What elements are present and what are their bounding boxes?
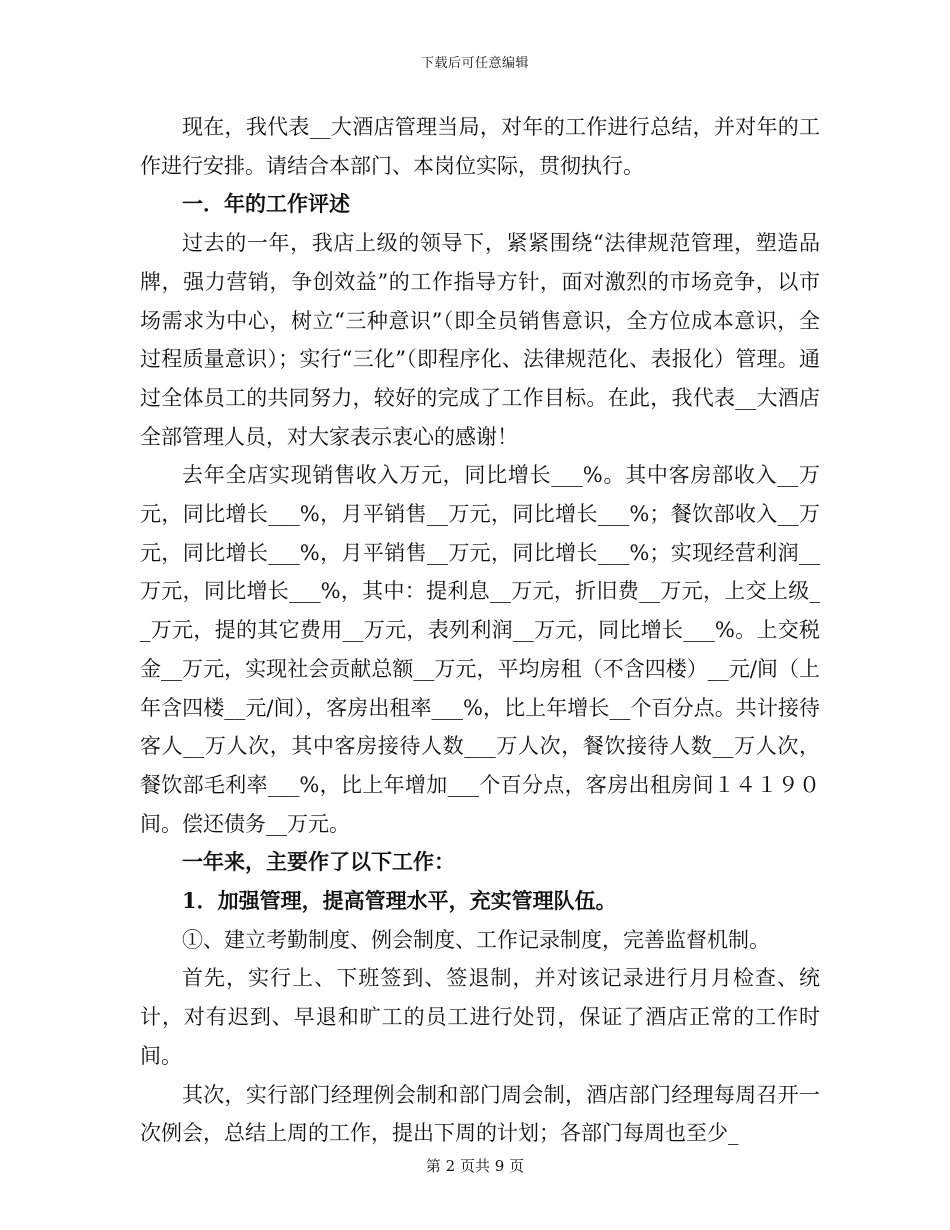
paragraph-system: ①、建立考勤制度、例会制度、工作记录制度，完善监督机制。	[182, 927, 770, 952]
paragraph-statistics: 去年全店实现销售收入万元，同比增长___%。其中客房部收入__万元，同比增长___%，月平销售__万元，同比增长___%；餐饮部收入__万元，同比增长___%，月平销售__万元，同比增长___%；实现经营利润__万元，同比增长___%，其中：提利息__万元，折旧费__万元，上交上级__万元，提的其它费用__万元，表列利润__万元，同比增长___%。上交税金__万元，实现社会贡献总额__万元，平均房租（不含四楼）__元/间（上年含四楼__元/间），客房出租率___%，比上年增长__个百分点。共计接待客人__万人次，其中客房接待人数___万人次，餐饮接待人数__万人次，餐饮部毛利率___%，比上年增加___个百分点，客房出租房间１４１９０间。偿还债务__万元。	[140, 463, 820, 836]
page-footer: 第 2 页共 9 页	[425, 1157, 525, 1175]
paragraph-meetings: 其次，实行部门经理例会制和部门周会制，酒店部门经理每周召开一次例会，总结上周的工作，提出下周的计划；各部门每周也至少_	[140, 1082, 820, 1146]
paragraph-attendance: 首先，实行上、下班签到、签退制，并对该记录进行月月检查、统计，对有迟到、早退和旷工的员工进行处罚，保证了酒店正常的工作时间。	[140, 966, 820, 1068]
section-heading-review: 一．年的工作评述	[182, 191, 350, 217]
subheading-management: 1．加强管理，提高管理水平，充实管理队伍。	[182, 888, 617, 914]
paragraph-intro: 现在，我代表__大酒店管理当局，对年的工作进行总结，并对年的工作进行安排。请结合本部门、本岗位实际，贯彻执行。	[140, 115, 820, 178]
page-header: 下载后可任意编辑	[420, 56, 529, 71]
document-body	[140, 108, 820, 1153]
section-heading-work-done: 一年来，主要作了以下工作：	[182, 849, 455, 875]
paragraph-past-year: 过去的一年，我店上级的领导下，紧紧围绕“法律规范管理，塑造品牌，强力营销，争创效益”的工作指导方针，面对激烈的市场竞争，以市场需求为中心，树立“三种意识”（即全员销售意识，全方位成本意识，全过程质量意识）；实行“三化”（即程序化、法律规范化、表报化）管理。通过全体员工的共同努力，较好的完成了工作目标。在此，我代表__大酒店全部管理人员，对大家表示衷心的感谢！	[140, 231, 820, 449]
